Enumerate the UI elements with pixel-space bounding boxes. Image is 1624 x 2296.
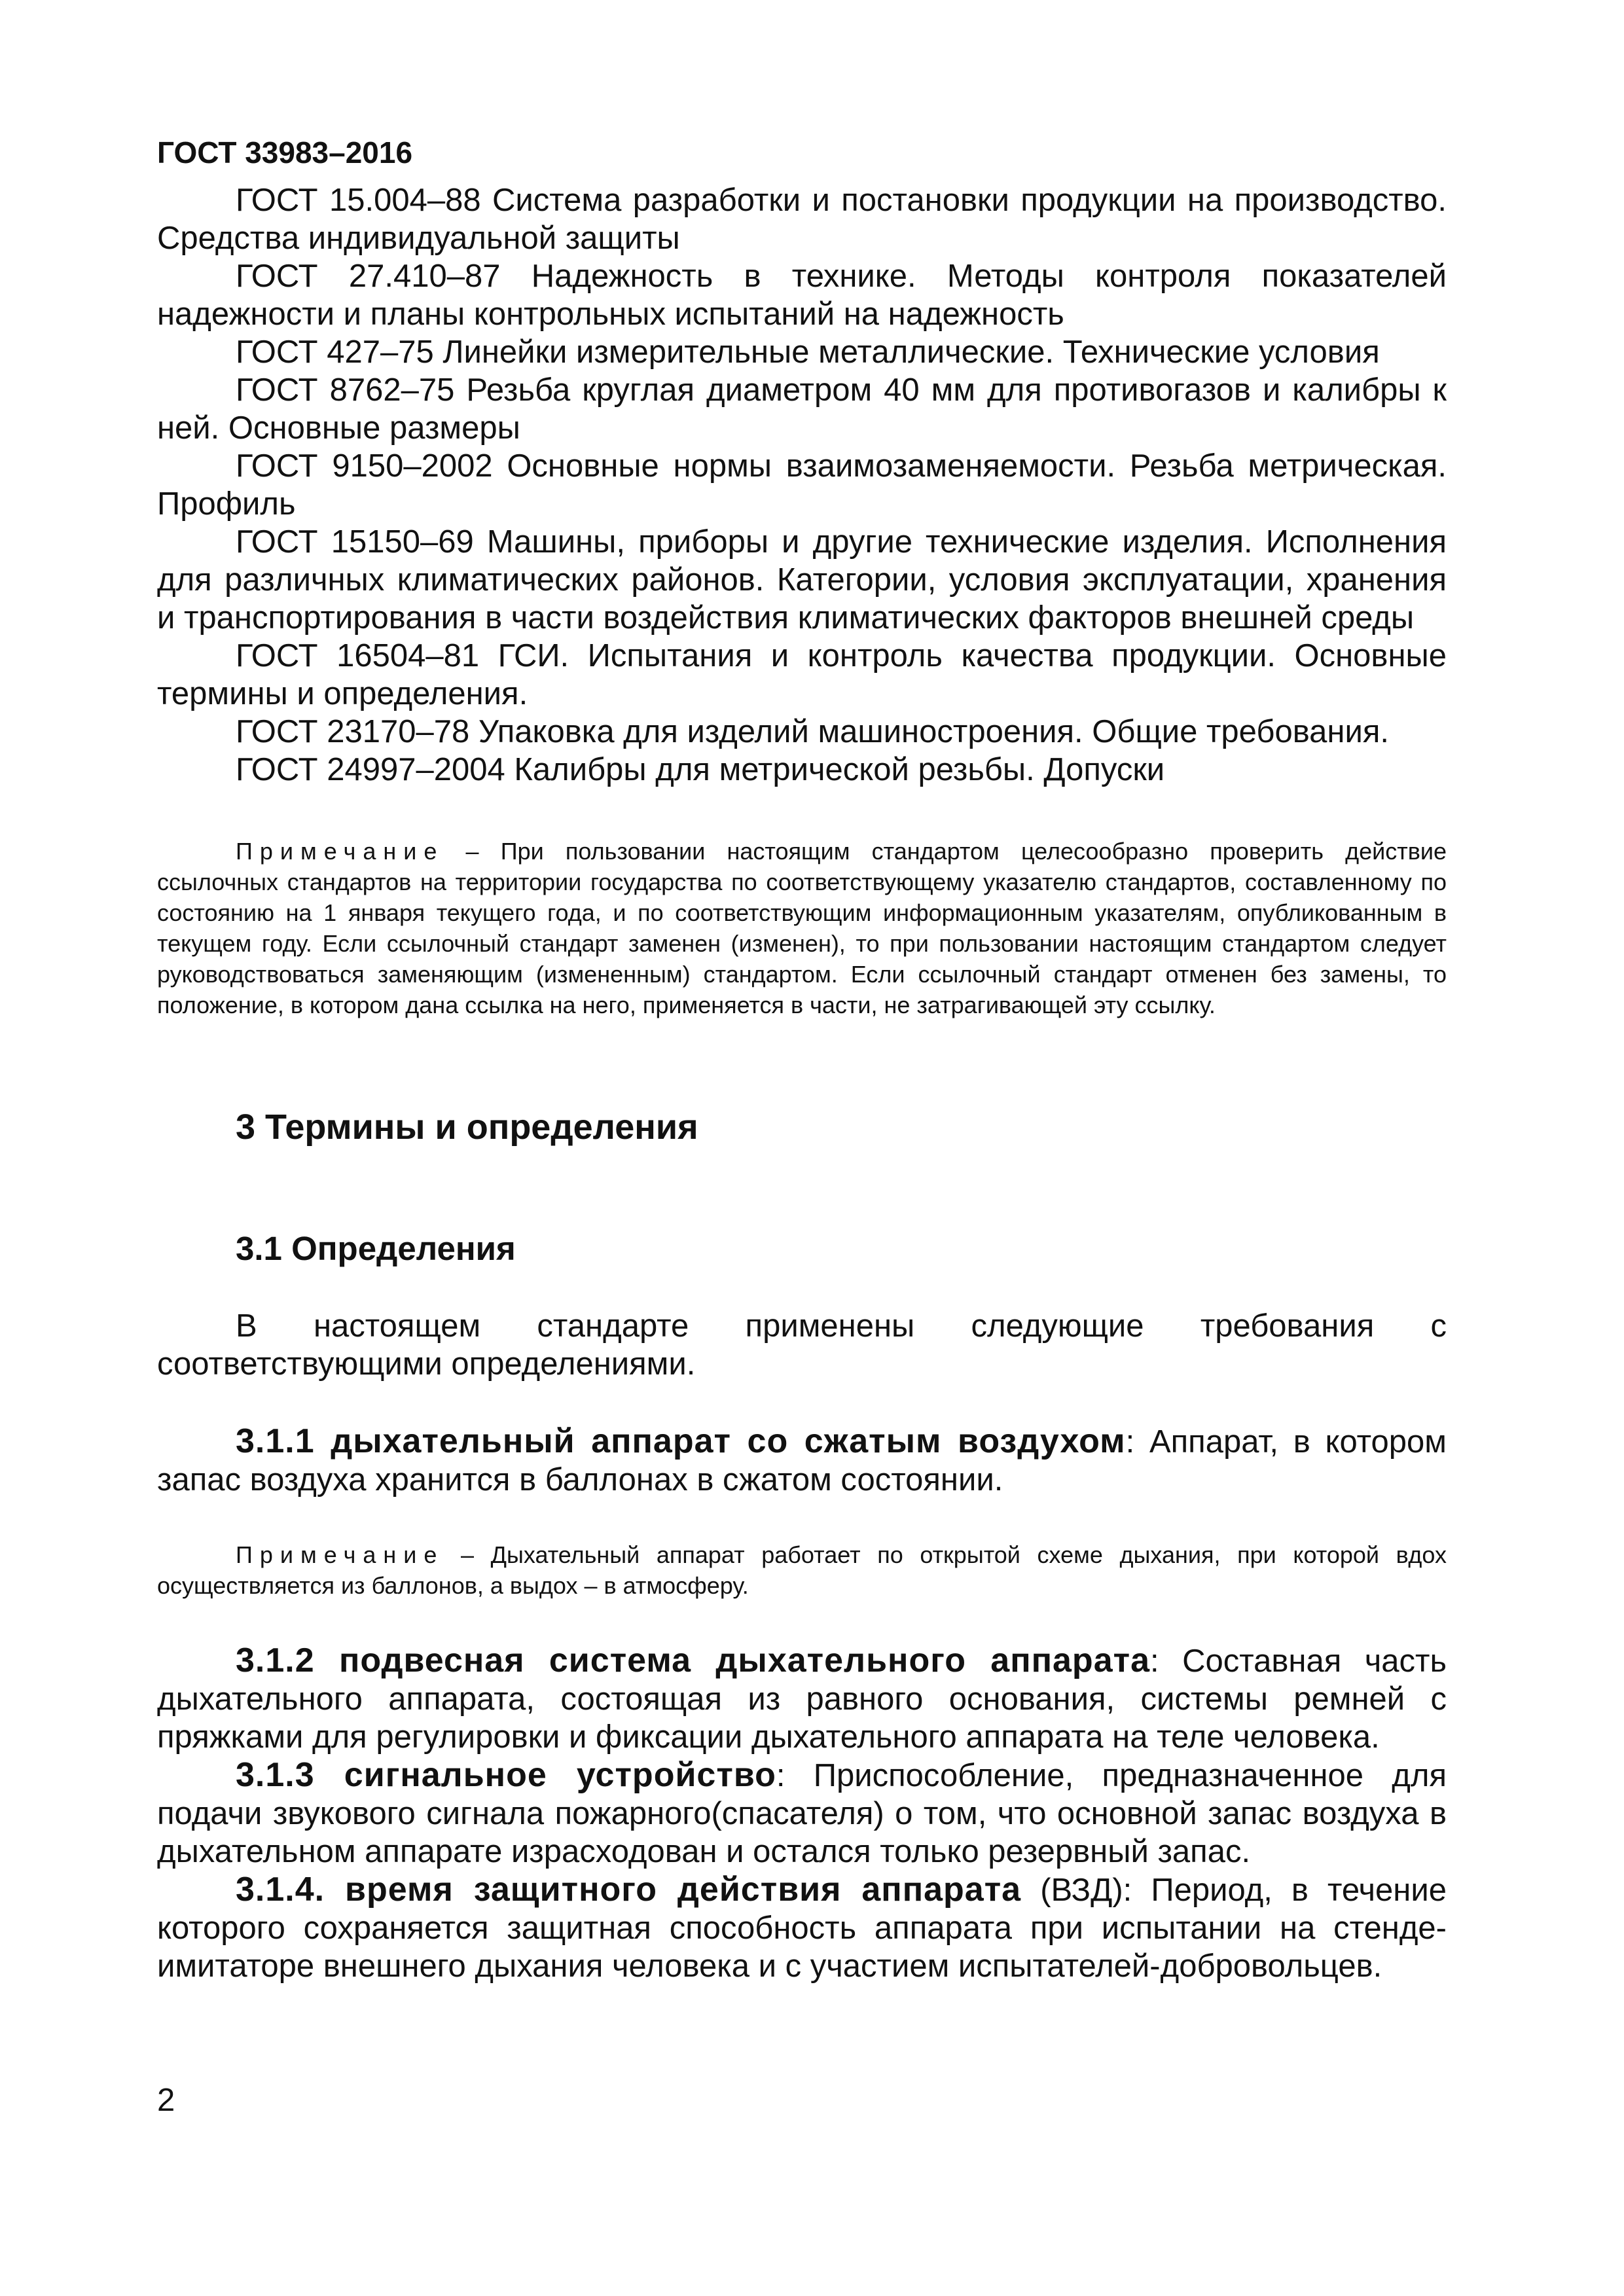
reference-item: ГОСТ 9150–2002 Основные нормы взаимозаменяемости. Резьба метрическая. Профиль — [157, 448, 1447, 522]
definition-3-1-1 — [157, 1422, 1447, 1499]
definition-3-1-2 — [157, 1641, 1447, 1756]
reference-item: ГОСТ 15.004–88 Система разработки и постановки продукции на производство. Средства индивидуальной защиты — [157, 183, 1447, 256]
reference-item: ГОСТ 23170–78 Упаковка для изделий машиностроения. Общие требования. — [236, 714, 1390, 749]
document-header: ГОСТ 33983–2016 — [157, 135, 413, 170]
definitions-intro: В настоящем стандарте применены следующие требования с соответствующими определениями. — [157, 1308, 1447, 1382]
definition-3-1-3 — [157, 1756, 1447, 1871]
reference-item: ГОСТ 15150–69 Машины, приборы и другие технические изделия. Исполнения для различных климатических районов. Категории, условия эксплуатации, хранения и транспортирования в части воздействия климатических факторов внешней среды — [157, 524, 1447, 636]
normative-references-list — [157, 181, 1447, 789]
section-3-1-title: 3.1 Определения — [236, 1230, 516, 1267]
section-3-title: 3 Термины и определения — [236, 1107, 698, 1147]
page-number: 2 — [157, 2083, 175, 2118]
reference-item: ГОСТ 27.410–87 Надежность в технике. Методы контроля показателей надежности и планы контрольных испытаний на надежность — [157, 259, 1447, 332]
document-page — [157, 134, 1447, 1985]
definition-text: : Приспособление, предназначенное для подачи звукового сигнала пожарного(спасателя) о том, что основной запас воздуха в дыхательном аппарате израсходован и остался только резервный запас. — [157, 1758, 1447, 1869]
note-label: Примечание — [236, 1541, 444, 1568]
definition-term: 3.1.2 подвесная система дыхательного аппарата — [236, 1641, 1150, 1679]
reference-item: ГОСТ 427–75 Линейки измерительные металлические. Технические условия — [236, 334, 1380, 370]
definition-text: : Составная часть дыхательного аппарата, состоящая из равного основания, системы ремней с пряжками для регулировки и фиксации дыхательного аппарата на теле человека. — [157, 1643, 1447, 1755]
definition-note — [157, 1539, 1447, 1601]
definition-term: 3.1.3 сигнальное устройство — [236, 1756, 776, 1794]
reference-item: ГОСТ 24997–2004 Калибры для метрической резьбы. Допуски — [236, 752, 1165, 787]
note-label: Примечание — [236, 838, 444, 865]
definition-text: : Аппарат, в котором запас воздуха хранится в баллонах в сжатом состоянии. — [157, 1424, 1447, 1498]
definition-text: (ВЗД): Период, в течение которого сохраняется защитная способность аппарата при испытании на стенде-имитаторе внешнего дыхания человека и с участием испытателей-добровольцев. — [157, 1873, 1447, 1984]
definition-term: 3.1.1 дыхательный аппарат со сжатым воздухом — [236, 1422, 1126, 1460]
reference-item: ГОСТ 16504–81 ГСИ. Испытания и контроль качества продукции. Основные термины и определения. — [157, 638, 1447, 711]
definition-3-1-4 — [157, 1871, 1447, 1985]
definition-term: 3.1.4. время защитного действия аппарата — [236, 1871, 1022, 1909]
note-text: – Дыхательный аппарат работает по открытой схеме дыхания, при которой вдох осуществляется из баллонов, а выдох – в атмосферу. — [157, 1541, 1447, 1599]
reference-item: ГОСТ 8762–75 Резьба круглая диаметром 40 мм для противогазов и калибры к ней. Основные размеры — [157, 372, 1447, 446]
references-note — [157, 836, 1447, 1020]
note-text: – При пользовании настоящим стандартом целесообразно проверить действие ссылочных стандартов на территории государства по соответствующему указателю стандартов, составленному по состоянию на 1 января текущего года, и по соответствующим информационным указателям, опубликованным в текущем году. Если ссылочный стандарт заменен (изменен), то при пользовании настоящим стандартом следует руководствоваться заменяющим (измененным) стандартом. Если ссылочный стандарт отменен без замены, то положение, в котором дана ссылка на него, применяется в части, не затрагивающей эту ссылку. — [157, 838, 1447, 1018]
